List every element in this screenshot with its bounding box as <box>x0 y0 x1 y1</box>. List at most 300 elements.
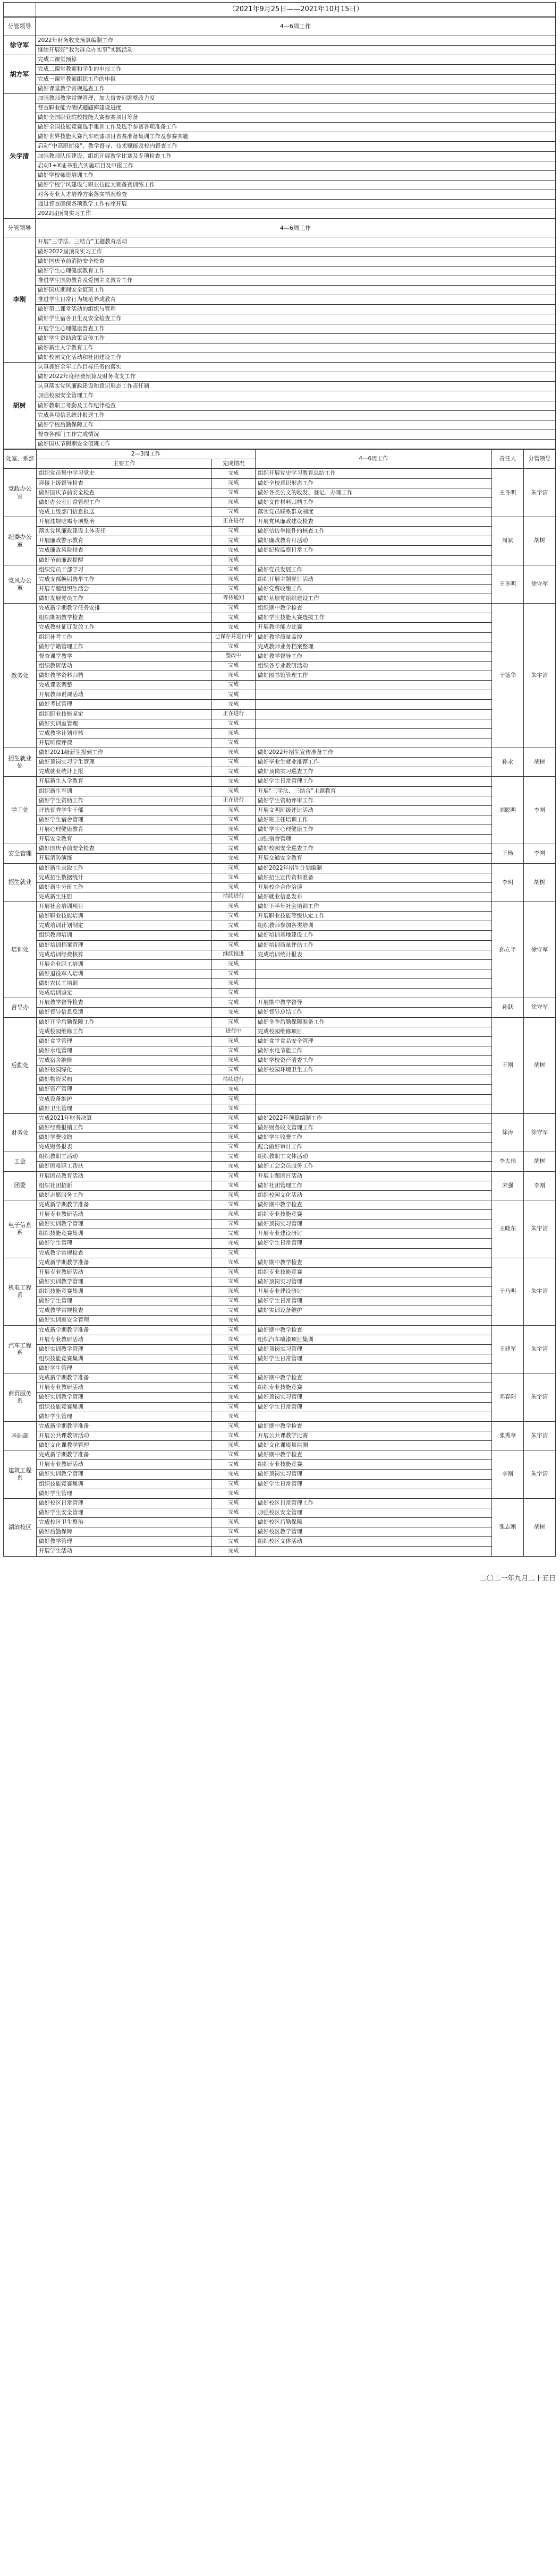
department-name: 督导办 <box>4 998 37 1017</box>
weeks23-task: 完成新学期教学准备 <box>37 1325 212 1335</box>
task-status: 继续推进 <box>212 950 256 959</box>
task-status: 已保存并进行中 <box>212 632 256 642</box>
leader-task: 继续开展好“我为群众办实事”实践活动 <box>36 46 556 55</box>
weeks23-task: 组织党员干部学习 <box>37 565 212 574</box>
leader-task-row <box>4 382 556 391</box>
leader-task: 督查各部门工作完成情况 <box>36 430 556 439</box>
leader-task: 加强校园安全管理工作 <box>36 391 556 401</box>
leader-task: 推进学生国防教育及爱国主义教育工作 <box>36 276 556 285</box>
leader-task: 做好国庆节前消防安全检查 <box>36 256 556 266</box>
leader-task-row <box>4 84 556 93</box>
task-status: 完成 <box>212 1547 256 1556</box>
task-status: 完成 <box>212 536 256 546</box>
weeks46-task: 做好全校意识形态工作 <box>256 478 492 488</box>
task-status: 等待通知 <box>212 594 256 604</box>
task-status: 完成 <box>212 738 256 748</box>
leader-task-row <box>4 420 556 430</box>
division-header: 分管领导 <box>4 18 36 36</box>
weeks23-task: 组织职业技能鉴定 <box>37 709 212 719</box>
header-bar <box>3 2 556 17</box>
weeks46-task <box>256 1316 492 1325</box>
department-row <box>4 565 556 574</box>
department-leader: 朱宇清 <box>524 1421 556 1450</box>
weeks23-task: 做好教学资料归档 <box>37 671 212 681</box>
leader-task-row <box>4 103 556 113</box>
department-row <box>4 796 556 805</box>
leader-task: 做好新生入学教育工作 <box>36 343 556 353</box>
weeks46-task: 做好下半年社会培训工作 <box>256 902 492 912</box>
weeks46-task <box>256 969 492 978</box>
task-status: 完成 <box>212 1258 256 1267</box>
weeks23-task: 完成设备维护 <box>37 1094 212 1104</box>
weeks46-header: 4—6周工作 <box>36 18 556 36</box>
department-row <box>4 1344 556 1354</box>
task-status: 完成 <box>212 565 256 574</box>
department-row <box>4 959 556 969</box>
leader-work-table <box>3 17 556 449</box>
leader-task-row <box>4 132 556 142</box>
leader-task-row <box>4 190 556 200</box>
department-leader: 朱宇清 <box>524 1258 556 1325</box>
department-owner: 李大伟 <box>492 1152 524 1171</box>
weeks23-task: 组织期初教学检查 <box>37 613 212 623</box>
department-row <box>4 527 556 536</box>
department-row <box>4 835 556 844</box>
task-status: 完成 <box>212 1123 256 1132</box>
weeks23-task: 开展企业职工培训 <box>37 959 212 969</box>
department-row <box>4 584 556 594</box>
task-status: 完成 <box>212 1527 256 1537</box>
leader-task-row <box>4 324 556 333</box>
weeks23-task: 组织新生军训 <box>37 786 212 796</box>
weeks23-task: 做好校区日常管理 <box>37 1498 212 1508</box>
task-status: 完成 <box>212 1479 256 1489</box>
department-owner: 王建军 <box>492 1325 524 1373</box>
leader-header-row <box>4 18 556 36</box>
task-status: 正在进行 <box>212 517 256 527</box>
weeks23-task: 组织技能竞赛集训 <box>37 1402 212 1412</box>
department-row <box>4 536 556 546</box>
department-owner: 张秀章 <box>492 1421 524 1450</box>
leader-task-row <box>4 266 556 276</box>
weeks46-task: 组织开展主题党日活动 <box>256 574 492 584</box>
weeks46-task: 开展主题团日活动 <box>256 1171 492 1181</box>
weeks23-task: 完成培训计划制定 <box>37 921 212 931</box>
weeks23-task: 组织技能竞赛集训 <box>37 1287 212 1296</box>
leader-name: 胡方军 <box>4 55 36 94</box>
leader-task-row <box>4 74 556 84</box>
department-row <box>4 594 556 604</box>
department-name: 培训处 <box>4 902 37 998</box>
leader-task-row <box>4 276 556 285</box>
weeks23-task: 做好卫生管理 <box>37 1104 212 1113</box>
task-status: 完成 <box>212 1152 256 1162</box>
department-row <box>4 1258 556 1267</box>
department-row <box>4 892 556 901</box>
department-row <box>4 873 556 882</box>
leader-task: 完成二课堂预算 <box>36 55 556 65</box>
department-name: 招生就业 <box>4 863 37 902</box>
leader-header-row <box>4 219 556 237</box>
weeks23-task: 做好志愿服务工作 <box>37 1190 212 1200</box>
leader-task: 做好2022年度经费预算及财务收支工作 <box>36 372 556 382</box>
department-row <box>4 1393 556 1402</box>
department-owner: 王杨 <box>492 844 524 863</box>
leader-task-row <box>4 305 556 314</box>
footer-date: 二〇二一年九月二十五日 <box>479 1574 556 1583</box>
department-owner: 于德华 <box>492 604 524 748</box>
weeks23-task: 开展公共课教研活动 <box>37 1431 212 1440</box>
department-row <box>4 1113 556 1123</box>
department-owner: 孙永 <box>492 748 524 777</box>
weeks46-task: 做好校区日常管理工作 <box>256 1498 492 1508</box>
weeks23-task: 完成新学期教学准备 <box>37 1450 212 1460</box>
task-status: 完成 <box>212 1181 256 1190</box>
weeks23-task: 做好实训室安全管理 <box>37 1316 212 1325</box>
department-row <box>4 931 556 940</box>
weeks46-task: 做好水电节能工作 <box>256 1046 492 1055</box>
leader-task: 加强教师教学常规管理，加大督查问题整改力度 <box>36 93 556 103</box>
task-status: 完成 <box>212 1229 256 1239</box>
task-status: 完成 <box>212 478 256 488</box>
task-status: 完成 <box>212 1393 256 1402</box>
department-row <box>4 863 556 873</box>
weeks23-task: 完成新学期教学任务安排 <box>37 604 212 613</box>
leader-task-row <box>4 286 556 295</box>
weeks23-task: 开展消防演练 <box>37 854 212 863</box>
leader-task-row <box>4 372 556 382</box>
weeks23-task: 完成新学期教学准备 <box>37 1373 212 1383</box>
department-row <box>4 1094 556 1104</box>
department-name: 安全管理 <box>4 844 37 863</box>
department-row <box>4 1325 556 1335</box>
department-row <box>4 815 556 825</box>
task-status: 完成 <box>212 786 256 796</box>
department-name: 财务处 <box>4 1113 37 1152</box>
weeks46-task <box>256 959 492 969</box>
weeks46-task: 做好校园环境卫生工作 <box>256 1066 492 1075</box>
task-status: 完成 <box>212 555 256 565</box>
weeks23-task: 落实党风廉政建设主体责任 <box>37 527 212 536</box>
weeks46-task <box>256 1085 492 1094</box>
weeks46-task <box>256 719 492 728</box>
leader-task: 做好世界技能大赛汽车喷漆项目省赛准备集训工作及参赛实施 <box>36 132 556 142</box>
department-leader: 胡树 <box>524 1152 556 1171</box>
task-status: 完成 <box>212 1056 256 1066</box>
weeks46-task: 做好冬季后勤保障准备工作 <box>256 1017 492 1027</box>
weeks23-task: 开展教师说课活动 <box>37 690 212 700</box>
department-leader: 胡树 <box>524 863 556 902</box>
department-row <box>4 854 556 863</box>
department-row <box>4 1470 556 1479</box>
division-header: 分管领导 <box>4 219 36 237</box>
weeks23-task: 做好学生管理 <box>37 1364 212 1373</box>
weeks23-task: 做好后勤保障 <box>37 1527 212 1537</box>
task-status: 完成 <box>212 1354 256 1363</box>
department-row <box>4 661 556 671</box>
department-leader: 朱宇清 <box>524 1200 556 1258</box>
weeks46-task: 做好学生日常管理 <box>256 1239 492 1248</box>
department-owner: 于乃明 <box>492 1258 524 1325</box>
weeks46-task: 做好学生日常管理 <box>256 1402 492 1412</box>
leader-task: 做好国庆节假期安全值班工作 <box>36 440 556 449</box>
weeks46-task <box>256 700 492 709</box>
department-row <box>4 555 556 565</box>
weeks23-task: 开展学生活动 <box>37 1547 212 1556</box>
weeks46-task <box>256 709 492 719</box>
weeks23-task: 做好困难职工帮扶 <box>37 1162 212 1171</box>
department-leader: 朱宇清 <box>524 469 556 517</box>
weeks46-task: 完成教师业务档案整理 <box>256 642 492 651</box>
department-name: 湖滨校区 <box>4 1498 37 1556</box>
task-status: 完成 <box>212 1113 256 1123</box>
weeks46-task: 开展“三学法、三结合”主题教育 <box>256 786 492 796</box>
leader-task-row <box>4 256 556 266</box>
task-status: 完成 <box>212 1441 256 1450</box>
weeks23-task: 完成上级部门信息报送 <box>37 507 212 517</box>
task-status: 完成 <box>212 574 256 584</box>
weeks46-task: 做好廉政教育月活动 <box>256 536 492 546</box>
weeks46-task: 开展公共课教学比赛 <box>256 1431 492 1440</box>
weeks46-task: 做好2022年预算编制工作 <box>256 1113 492 1123</box>
department-row <box>4 488 556 497</box>
task-status: 完成 <box>212 546 256 555</box>
task-status: 完成 <box>212 1104 256 1113</box>
leader-task: 做好学校师资培训工作 <box>36 170 556 180</box>
department-owner: 宋强 <box>492 1171 524 1200</box>
task-status: 完成 <box>212 940 256 950</box>
weeks23-task: 做好新生分班工作 <box>37 882 212 892</box>
department-row <box>4 940 556 950</box>
weeks23-task: 做好实训教学管理 <box>37 1470 212 1479</box>
task-status: 完成 <box>212 1383 256 1393</box>
leader-task: 做好学校学风建设与职业技能大赛备赛训练工作 <box>36 180 556 190</box>
weeks46-task: 做好顶岗实习管理 <box>256 1220 492 1229</box>
weeks46-task: 做好督导总结工作 <box>256 1008 492 1017</box>
task-status: 完成 <box>212 758 256 767</box>
weeks23-task: 开展社会培训项目 <box>37 902 212 912</box>
task-status: 完成 <box>212 1046 256 1055</box>
department-row <box>4 979 556 989</box>
weeks23-task: 完成新学期教学准备 <box>37 1200 212 1209</box>
task-status: 完成 <box>212 844 256 854</box>
department-row <box>4 805 556 815</box>
department-name: 后勤处 <box>4 1017 37 1113</box>
task-status: 完成 <box>212 1450 256 1460</box>
leader-task: 加强教师队伍建设，组织开展教学比赛及专项检查工作 <box>36 151 556 161</box>
leader-task: 做好国庆期间安全值班工作 <box>36 286 556 295</box>
leader-task-row <box>4 93 556 103</box>
department-row <box>4 1460 556 1470</box>
leader-task-row <box>4 333 556 343</box>
weeks46-task: 做好培训质量评估工作 <box>256 940 492 950</box>
task-status: 完成 <box>212 1431 256 1440</box>
leader-task-row <box>4 200 556 209</box>
department-row <box>4 546 556 555</box>
weeks46-task: 做好学生收费工作 <box>256 1133 492 1143</box>
task-status: 完成 <box>212 1277 256 1286</box>
weeks46-task <box>256 1364 492 1373</box>
weeks23-task: 做好学籍管理工作 <box>37 642 212 651</box>
header-weeks23: 2—3周工作 <box>37 450 256 459</box>
weeks46-task: 组织专业技能竞赛 <box>256 1460 492 1470</box>
department-row <box>4 1316 556 1325</box>
task-status: 持续进行 <box>212 892 256 901</box>
leader-name: 徐守军 <box>4 36 36 55</box>
department-row <box>4 777 556 786</box>
department-name: 工会 <box>4 1152 37 1171</box>
department-row <box>4 1056 556 1066</box>
weeks23-task: 组织教职工活动 <box>37 1152 212 1162</box>
weeks23-task: 做好办公室日常管理工作 <box>37 497 212 507</box>
task-status: 完成 <box>212 1421 256 1431</box>
weeks46-task: 做好教学质量监控 <box>256 632 492 642</box>
weeks46-task: 做好2022年招生宣传准备工作 <box>256 748 492 758</box>
task-status: 完成 <box>212 1306 256 1316</box>
department-name: 学工处 <box>4 777 37 844</box>
department-row <box>4 921 556 931</box>
task-status: 完成 <box>212 1133 256 1143</box>
department-row <box>4 1066 556 1075</box>
task-status: 完成 <box>212 882 256 892</box>
weeks23-task: 开展新生入学教育 <box>37 777 212 786</box>
weeks46-task: 做好班主任培训工作 <box>256 815 492 825</box>
weeks46-task: 做好顶岗实习管理 <box>256 1344 492 1354</box>
weeks46-task: 做好党费收缴工作 <box>256 584 492 594</box>
leader-task-row <box>4 314 556 324</box>
leader-task-row <box>4 151 556 161</box>
department-leader: 胡树 <box>524 748 556 777</box>
weeks23-task: 完成新生注册 <box>37 892 212 901</box>
department-owner: 邓春阳 <box>492 1373 524 1422</box>
department-row <box>4 758 556 767</box>
weeks23-task: 做好实训室管理 <box>37 719 212 728</box>
weeks46-task: 做好学生资助评审工作 <box>256 796 492 805</box>
task-status: 完成 <box>212 1508 256 1517</box>
task-status: 完成 <box>212 507 256 517</box>
weeks23-task: 开展专业教研活动 <box>37 1335 212 1344</box>
department-row <box>4 1354 556 1363</box>
weeks46-task: 组织专业技能竞赛 <box>256 1383 492 1393</box>
leader-task: 做好校园文化活动和社团建设工作 <box>36 353 556 362</box>
department-row <box>4 989 556 998</box>
weeks46-task <box>256 681 492 690</box>
weeks23-task: 做好新生录取工作 <box>37 863 212 873</box>
department-row <box>4 969 556 978</box>
leader-task: 通过督查确保各项教学工作有序开展 <box>36 200 556 209</box>
header-owner: 责任人 <box>492 450 524 469</box>
weeks46-task: 完成校园维修项目 <box>256 1027 492 1036</box>
department-leader: 朱宇清 <box>524 1325 556 1373</box>
department-row <box>4 1143 556 1152</box>
weeks46-task <box>256 1547 492 1556</box>
leader-task-row <box>4 113 556 123</box>
department-row <box>4 1527 556 1537</box>
task-status: 完成 <box>212 1470 256 1479</box>
weeks46-task: 做好期中教学检查 <box>256 1200 492 1209</box>
leader-task-row <box>4 430 556 439</box>
weeks23-task: 做好食堂管理 <box>37 1036 212 1046</box>
weeks46-task <box>256 1104 492 1113</box>
task-status: 完成 <box>212 1017 256 1027</box>
department-owner: 王冬明 <box>492 469 524 517</box>
department-name: 商贸服务系 <box>4 1373 37 1422</box>
task-status: 完成 <box>212 1489 256 1498</box>
weeks46-task: 做好基层党组织建设工作 <box>256 594 492 604</box>
weeks46-task: 做好信访举报件的核查工作 <box>256 527 492 536</box>
department-name: 基础部 <box>4 1421 37 1450</box>
task-status: 持续进行 <box>212 1075 256 1085</box>
leader-task-row <box>4 55 556 65</box>
weeks46-task: 做好校园安全巡查工作 <box>256 844 492 854</box>
task-status: 完成 <box>212 1036 256 1046</box>
department-row <box>4 1537 556 1547</box>
weeks46-task: 做好校区后勤保障 <box>256 1518 492 1527</box>
header-status: 完成情况 <box>212 459 256 469</box>
leader-task: 做好教职工考勤及工作纪律检查 <box>36 401 556 410</box>
task-status: 完成 <box>212 989 256 998</box>
leader-task: 完成一课堂教师组织工作的申报 <box>36 74 556 84</box>
task-status: 完成 <box>212 1162 256 1171</box>
weeks46-task: 加强宿舍管理 <box>256 835 492 844</box>
weeks46-task: 做好食堂食品安全管理 <box>256 1036 492 1046</box>
department-row <box>4 1335 556 1344</box>
leader-task: 做好学生资助政策宣传工作 <box>36 333 556 343</box>
task-status: 完成 <box>212 959 256 969</box>
weeks23-task: 做好实训教学管理 <box>37 1393 212 1402</box>
department-row <box>4 1267 556 1277</box>
weeks23-task: 组织技能竞赛集训 <box>37 1479 212 1489</box>
weeks23-task: 做好学生管理 <box>37 1412 212 1421</box>
department-row <box>4 1421 556 1431</box>
task-status: 完成 <box>212 1171 256 1181</box>
department-row <box>4 1239 556 1248</box>
weeks23-task: 组织社团招新 <box>37 1181 212 1190</box>
department-row <box>4 1181 556 1190</box>
weeks23-task: 做好考试管理 <box>37 700 212 709</box>
weeks23-task: 开展团员教育活动 <box>37 1171 212 1181</box>
department-name: 电子信息系 <box>4 1200 37 1258</box>
task-status: 完成 <box>212 854 256 863</box>
weeks23-task: 做好实训教学管理 <box>37 1344 212 1354</box>
weeks23-task: 完成校园维修工作 <box>37 1027 212 1036</box>
department-owner: 周斌 <box>492 517 524 565</box>
weeks46-task: 做好2022年招生计划编制 <box>256 863 492 873</box>
leader-task-row <box>4 353 556 362</box>
leader-task: 推进学生日常行为规范养成教育 <box>36 295 556 305</box>
weeks23-task: 开展教学督导检查 <box>37 998 212 1008</box>
task-status: 整改中 <box>212 651 256 661</box>
department-row <box>4 632 556 642</box>
leader-task-row <box>4 161 556 170</box>
weeks46-task: 做好校区教学管理 <box>256 1527 492 1537</box>
weeks46-task <box>256 979 492 989</box>
department-owner: 孙跃 <box>492 998 524 1017</box>
department-leader: 李刚 <box>524 777 556 844</box>
weeks46-task: 做好顶岗实习管理 <box>256 1393 492 1402</box>
weeks46-task: 做好期中教学检查 <box>256 1421 492 1431</box>
task-status: 完成 <box>212 1373 256 1383</box>
leader-task: 认真落实党风廉政建设和意识形态工作责任制 <box>36 382 556 391</box>
leader-task: 做好全国职业院校技能大赛参赛项目筹备 <box>36 113 556 123</box>
department-owner: 李刚 <box>492 1450 524 1499</box>
department-row <box>4 1306 556 1316</box>
leader-task: 对各专业人才培养方案落实情况检查 <box>36 190 556 200</box>
leader-task-row <box>4 363 556 372</box>
department-owner: 刘聪明 <box>492 777 524 844</box>
weeks46-task: 完成培训统计报表 <box>256 950 492 959</box>
weeks46-task: 开展专业建设研讨 <box>256 1287 492 1296</box>
